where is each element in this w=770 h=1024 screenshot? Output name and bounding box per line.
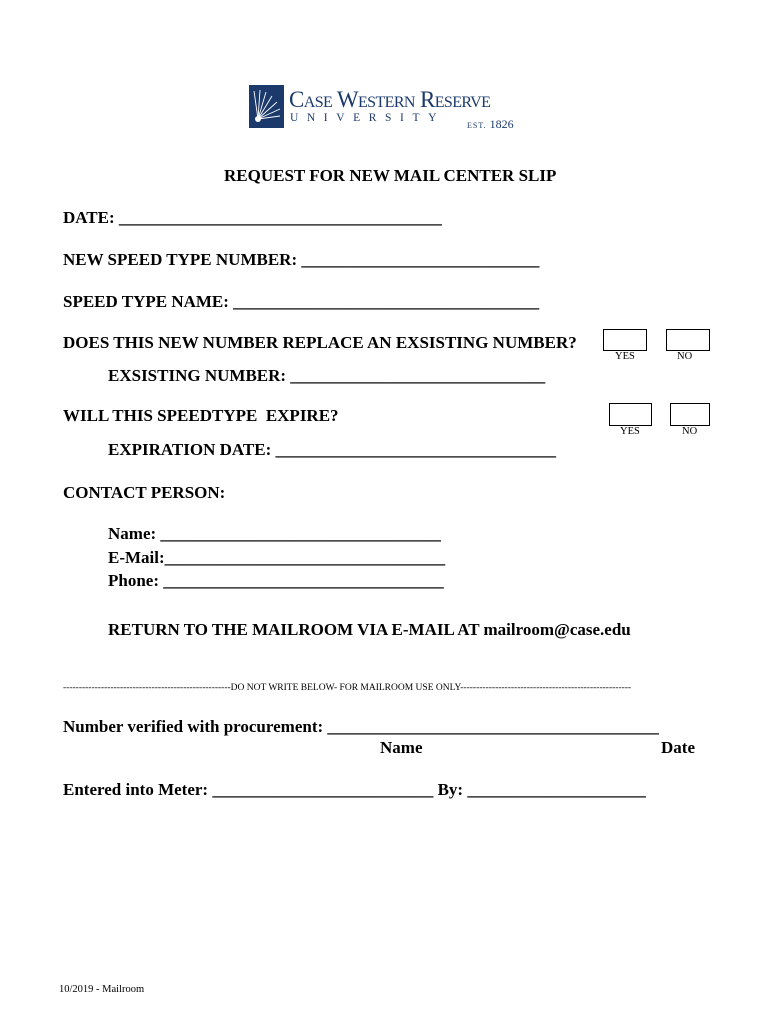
expire-no-checkbox[interactable] bbox=[670, 403, 710, 426]
logo-est-year: 1826 bbox=[489, 117, 514, 131]
expire-yes-checkbox[interactable] bbox=[609, 403, 652, 426]
logo-est-prefix: EST. bbox=[467, 121, 487, 130]
expiration-date-field[interactable]: EXPIRATION DATE: _________________________________ bbox=[108, 440, 556, 459]
logo-name: Case Western Reserve bbox=[289, 87, 491, 112]
footer-note: 10/2019 - Mailroom bbox=[59, 984, 145, 995]
logo-established bbox=[467, 117, 514, 132]
replace-yes-label: YES bbox=[615, 351, 635, 362]
entered-into-meter-field[interactable]: Entered into Meter: __________________________ By: _____________________ bbox=[63, 780, 646, 799]
return-note: RETURN TO THE MAILROOM VIA E-MAIL AT mailroom@case.edu bbox=[108, 620, 631, 639]
speed-type-name-field[interactable]: SPEED TYPE NAME: ____________________________________ bbox=[63, 292, 540, 311]
contact-email-field[interactable]: E-Mail:_________________________________ bbox=[108, 548, 446, 567]
form-title: REQUEST FOR NEW MAIL CENTER SLIP bbox=[224, 166, 557, 185]
logo-university: UNIVERSITY bbox=[290, 112, 445, 124]
replace-no-checkbox[interactable] bbox=[666, 329, 710, 351]
existing-number-field[interactable]: EXSISTING NUMBER: ______________________________ bbox=[108, 366, 546, 385]
contact-name-field[interactable]: Name: _________________________________ bbox=[108, 524, 441, 543]
date-field[interactable]: DATE: ______________________________________ bbox=[63, 208, 442, 227]
name-caption: Name bbox=[380, 738, 423, 757]
procurement-verified-field[interactable]: Number verified with procurement: _______________________________________ bbox=[63, 717, 659, 736]
replace-yes-checkbox[interactable] bbox=[603, 329, 647, 351]
university-seal-icon bbox=[249, 85, 284, 128]
replace-no-label: NO bbox=[677, 351, 693, 362]
expire-question: WILL THIS SPEEDTYPE EXPIRE? bbox=[63, 406, 339, 425]
expire-yes-label: YES bbox=[620, 426, 640, 437]
contact-person-heading: CONTACT PERSON: bbox=[63, 483, 226, 502]
date-caption: Date bbox=[661, 738, 695, 757]
office-use-divider: -----------------------------------------------------DO NOT WRITE BELOW- FOR MAILROOM USE ONLY------------------------------------------------------ bbox=[63, 683, 632, 693]
contact-phone-field[interactable]: Phone: _________________________________ bbox=[108, 571, 444, 590]
new-speed-type-field[interactable]: NEW SPEED TYPE NUMBER: ____________________________ bbox=[63, 250, 540, 269]
replace-question: DOES THIS NEW NUMBER REPLACE AN EXSISTING NUMBER? bbox=[63, 333, 577, 352]
expire-no-label: NO bbox=[682, 426, 698, 437]
